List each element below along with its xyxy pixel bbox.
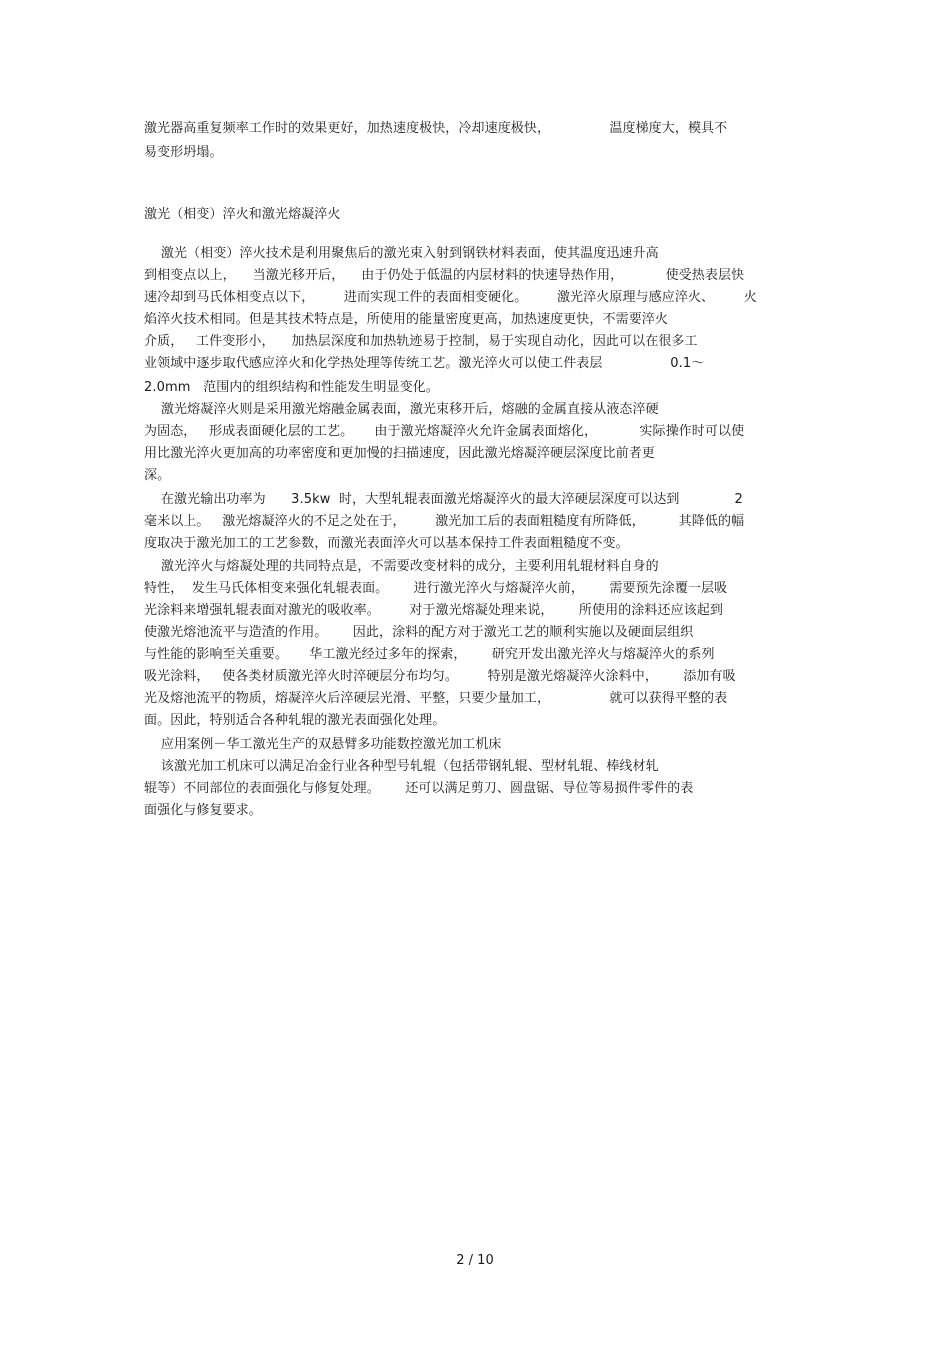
text-line: 该激光加工机床可以满足冶金行业各种型号轧辊（包括带钢轧辊、型材轧辊、棒线材轧: [144, 759, 659, 774]
text-line: 在激光输出功率为 3.5kw 时，大型轧辊表面激光熔凝淬火的最大淬硬层深度可以达到 2: [144, 492, 743, 507]
text-line: 2.0mm 范围内的组织结构和性能发生明显变化。: [144, 380, 439, 395]
text-line: 度取决于激光加工的工艺参数，而激光表面淬火可以基本保持工件表面粗糙度不变。: [144, 536, 629, 551]
section-heading: 激光（相变）淬火和激光熔凝淬火: [144, 207, 341, 222]
text-line: 业领域中逐步取代感应淬火和化学热处理等传统工艺。激光淬火可以使工件表层 0.1～: [144, 356, 705, 371]
text-line: 焰淬火技术相同。但是其技术特点是，所使用的能量密度更高，加热速度更快，不需要淬火: [144, 312, 669, 327]
text-line: 激光（相变）淬火技术是利用聚焦后的激光束入射到钢铁材料表面，使其温度迅速升高: [144, 246, 659, 261]
page-number: 2 / 10: [456, 1253, 494, 1268]
text-line: 速冷却到马氏体相变点以下， 进而实现工件的表面相变硬化。 激光淬火原理与感应淬火、 火: [144, 290, 757, 305]
text-line: 吸光涂料， 使各类材质激光淬火时淬硬层分布均匀。 特别是激光熔凝淬火涂料中， 添加有吸: [144, 669, 736, 684]
text-line: 使激光熔池流平与造渣的作用。 因此，涂料的配方对于激光工艺的顺利实施以及硬面层组织: [144, 625, 694, 640]
text-line: 面强化与修复要求。: [144, 803, 262, 818]
text-line: 深。: [144, 468, 171, 483]
text-line: 与性能的影响至关重要。 华工激光经过多年的探索， 研究开发出激光淬火与熔凝淬火的系列: [144, 647, 715, 662]
text-line: 激光器高重复频率工作时的效果更好，加热速度极快，冷却速度极快， 温度梯度大，模具不: [144, 121, 728, 136]
text-line: 光及熔池流平的物质，熔凝淬火后淬硬层光滑、平整，只要少量加工， 就可以获得平整的表: [144, 691, 728, 706]
text-line: 光涂料来增强轧辊表面对激光的吸收率。 对于激光熔凝处理来说， 所使用的涂料还应该起到: [144, 603, 724, 618]
text-line: 激光淬火与熔凝处理的共同特点是，不需要改变材料的成分，主要利用轧辊材料自身的: [144, 559, 659, 574]
text-line: 应用案例－华工激光生产的双悬臂多功能数控激光加工机床: [144, 737, 502, 752]
text-line: 到相变点以上， 当激光移开后， 由于仍处于低温的内层材料的快速导热作用， 使受热表层快: [144, 268, 745, 283]
text-line: 面。因此，特别适合各种轧辊的激光表面强化处理。: [144, 713, 446, 728]
text-line: 用比激光淬火更加高的功率密度和更加慢的扫描速度，因此激光熔凝淬硬层深度比前者更: [144, 446, 655, 461]
text-line: 易变形坍塌。: [144, 145, 223, 160]
text-line: 辊等）不同部位的表面强化与修复处理。 还可以满足剪刀、圆盘锯、导位等易损件零件的表: [144, 781, 694, 796]
text-line: 介质， 工件变形小， 加热层深度和加热轨迹易于控制，易于实现自动化，因此可以在很多工: [144, 334, 698, 349]
text-line: 为固态， 形成表面硬化层的工艺。 由于激光熔凝淬火允许金属表面熔化， 实际操作时可以使: [144, 424, 745, 439]
text-line: 特性， 发生马氏体相变来强化轧辊表面。 进行激光淬火与熔凝淬火前， 需要预先涂覆一层吸: [144, 581, 728, 596]
text-line: 毫米以上。 激光熔凝淬火的不足之处在于， 激光加工后的表面粗糙度有所降低， 其降低的幅: [144, 514, 745, 529]
text-line: 激光熔凝淬火则是采用激光熔融金属表面，激光束移开后，熔融的金属直接从液态淬硬: [144, 402, 659, 417]
